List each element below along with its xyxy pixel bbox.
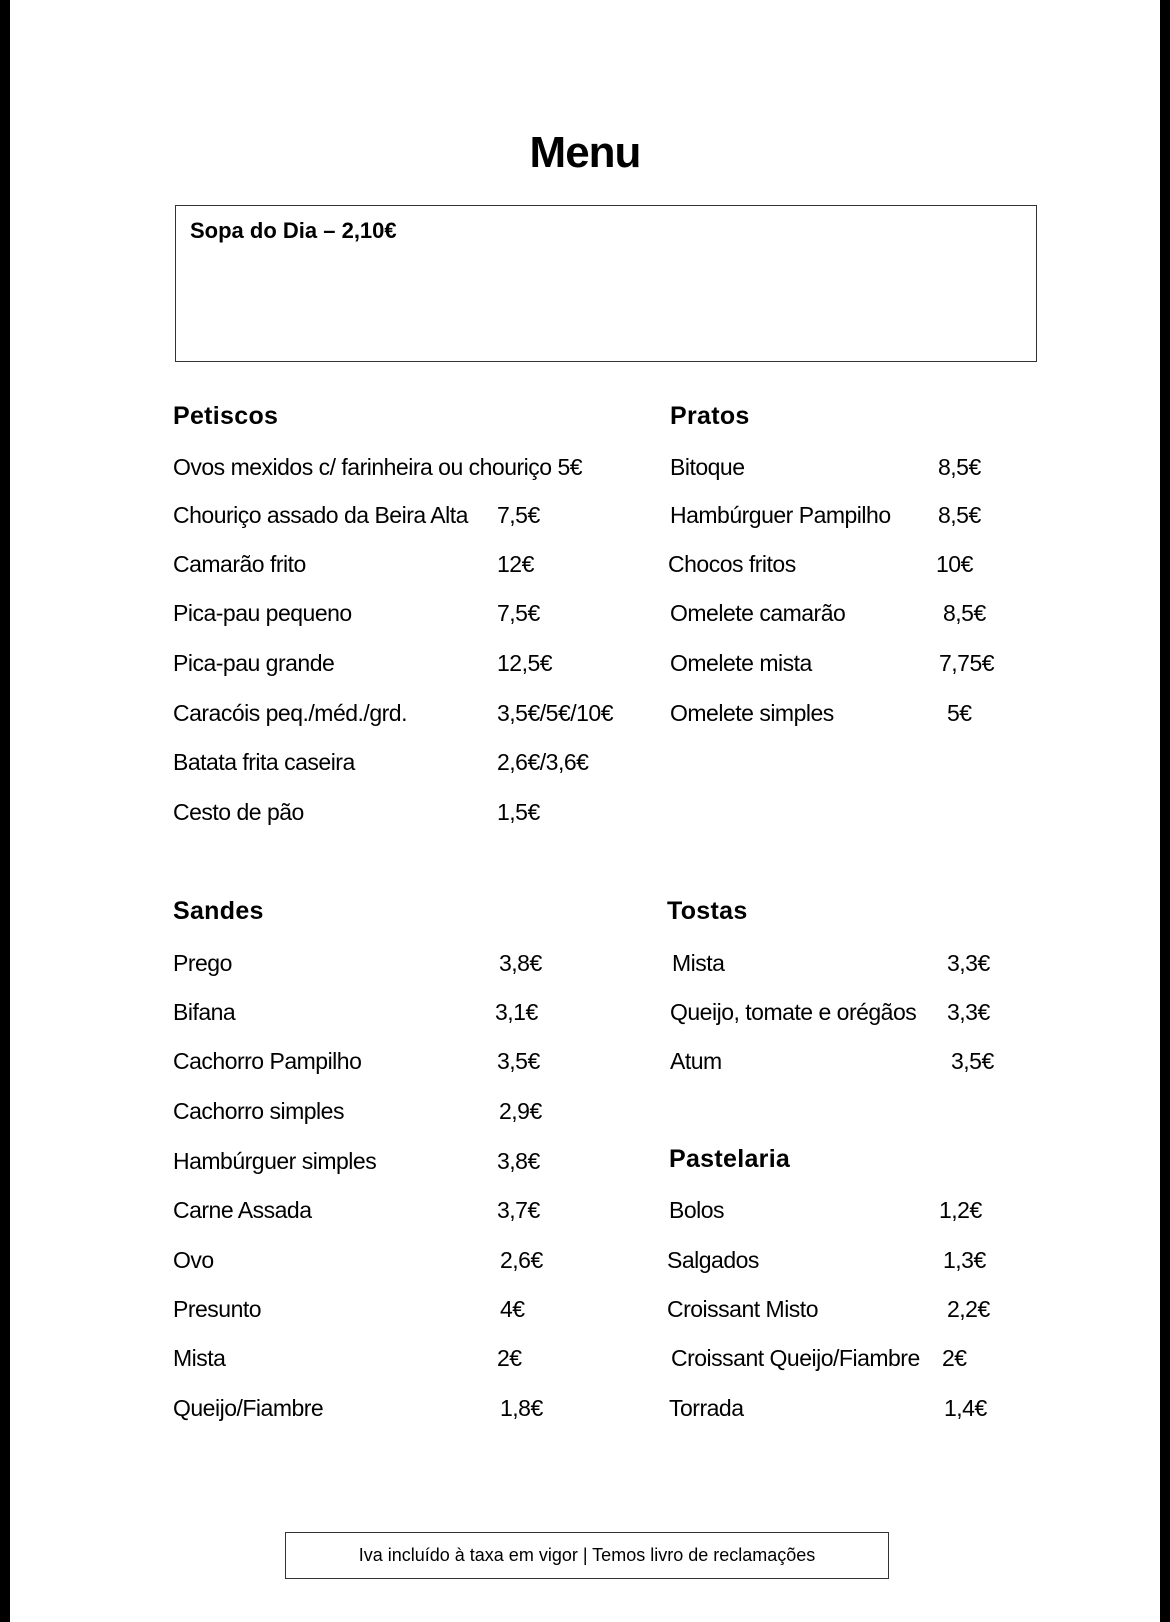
- menu-item-name: Queijo, tomate e orégãos: [670, 999, 917, 1025]
- menu-item-name: Ovo: [173, 1247, 214, 1273]
- menu-item-price: 5€: [947, 700, 972, 726]
- menu-item-name: Bolos: [669, 1197, 725, 1223]
- page-title: Menu: [529, 128, 641, 177]
- menu-item-price: 3,1€: [495, 999, 538, 1025]
- menu-item-name: Cesto de pão: [173, 799, 304, 825]
- menu-item-price: 1,3€: [943, 1247, 986, 1273]
- menu-item-price: 3,5€: [951, 1048, 994, 1074]
- menu-item-name: Omelete mista: [670, 650, 812, 676]
- menu-item-price: 3,5€: [497, 1048, 540, 1074]
- menu-item-price: 7,75€: [939, 650, 995, 676]
- menu-item-price: 3,5€/5€/10€: [497, 700, 614, 726]
- menu-item-name: Ovos mexidos c/ farinheira ou chouriço 5€: [173, 454, 583, 480]
- menu-item-price: 3,8€: [497, 1148, 540, 1174]
- menu-item-price: 8,5€: [943, 600, 986, 626]
- menu-item-name: Pica-pau pequeno: [173, 600, 352, 626]
- menu-item-price: 3,7€: [497, 1197, 540, 1223]
- menu-item-name: Queijo/Fiambre: [173, 1395, 324, 1421]
- menu-item-name: Caracóis peq./méd./grd.: [173, 700, 407, 726]
- menu-item-price: 12,5€: [497, 650, 553, 676]
- footer-note-text: Iva incluído à taxa em vigor | Temos livro de reclamações: [358, 1545, 816, 1565]
- menu-item-price: 10€: [936, 551, 973, 577]
- section-heading-pratos: Pratos: [670, 402, 750, 430]
- menu-page: [10, 0, 1160, 1622]
- menu-item-name: Presunto: [173, 1296, 262, 1322]
- soup-of-day-text: Sopa do Dia – 2,10€: [190, 218, 397, 243]
- menu-item-name: Mista: [173, 1345, 226, 1371]
- menu-item-name: Salgados: [667, 1247, 759, 1273]
- section-heading-petiscos: Petiscos: [173, 402, 279, 430]
- menu-item-name: Camarão frito: [173, 551, 306, 577]
- menu-item-name: Chouriço assado da Beira Alta: [173, 502, 468, 528]
- menu-item-name: Hambúrguer simples: [173, 1148, 377, 1174]
- menu-item-price: 12€: [497, 551, 534, 577]
- section-heading-tostas: Tostas: [667, 897, 748, 925]
- menu-item-price: 3,8€: [499, 950, 542, 976]
- menu-item-price: 1,5€: [497, 799, 540, 825]
- menu-item-name: Chocos fritos: [668, 551, 796, 577]
- menu-item-name: Bitoque: [670, 454, 745, 480]
- menu-item-name: Bifana: [173, 999, 236, 1025]
- menu-item-price: 8,5€: [938, 454, 981, 480]
- menu-item-price: 2,6€/3,6€: [497, 749, 589, 775]
- menu-item-name: Cachorro simples: [173, 1098, 344, 1124]
- menu-item-name: Prego: [173, 950, 232, 976]
- menu-item-price: 3,3€: [947, 950, 990, 976]
- menu-item-name: Omelete simples: [670, 700, 834, 726]
- menu-item-name: Mista: [672, 950, 725, 976]
- soup-of-day-box: [175, 205, 1037, 362]
- menu-item-price: 2,6€: [500, 1247, 543, 1273]
- menu-item-name: Atum: [670, 1048, 722, 1074]
- menu-item-price: 2€: [497, 1345, 522, 1371]
- menu-item-price: 7,5€: [497, 600, 540, 626]
- menu-item-name: Croissant Misto: [667, 1296, 818, 1322]
- menu-item-name: Hambúrguer Pampilho: [670, 502, 891, 528]
- menu-item-price: 2€: [942, 1345, 967, 1371]
- footer-note: [285, 1532, 889, 1579]
- menu-item-price: 4€: [500, 1296, 525, 1322]
- menu-item-price: 8,5€: [938, 502, 981, 528]
- menu-item-name: Pica-pau grande: [173, 650, 335, 676]
- menu-item-price: 1,4€: [944, 1395, 987, 1421]
- menu-item-price: 1,8€: [500, 1395, 543, 1421]
- section-heading-sandes: Sandes: [173, 897, 264, 925]
- menu-item-name: Torrada: [669, 1395, 744, 1421]
- menu-item-name: Omelete camarão: [670, 600, 846, 626]
- section-heading-pastelaria: Pastelaria: [669, 1145, 791, 1173]
- menu-item-price: 1,2€: [939, 1197, 982, 1223]
- menu-item-name: Batata frita caseira: [173, 749, 355, 775]
- menu-item-price: 2,2€: [947, 1296, 990, 1322]
- menu-item-name: Carne Assada: [173, 1197, 312, 1223]
- menu-item-price: 7,5€: [497, 502, 540, 528]
- menu-item-price: 2,9€: [499, 1098, 542, 1124]
- menu-item-price: 3,3€: [947, 999, 990, 1025]
- menu-item-name: Croissant Queijo/Fiambre: [671, 1345, 920, 1371]
- menu-item-name: Cachorro Pampilho: [173, 1048, 362, 1074]
